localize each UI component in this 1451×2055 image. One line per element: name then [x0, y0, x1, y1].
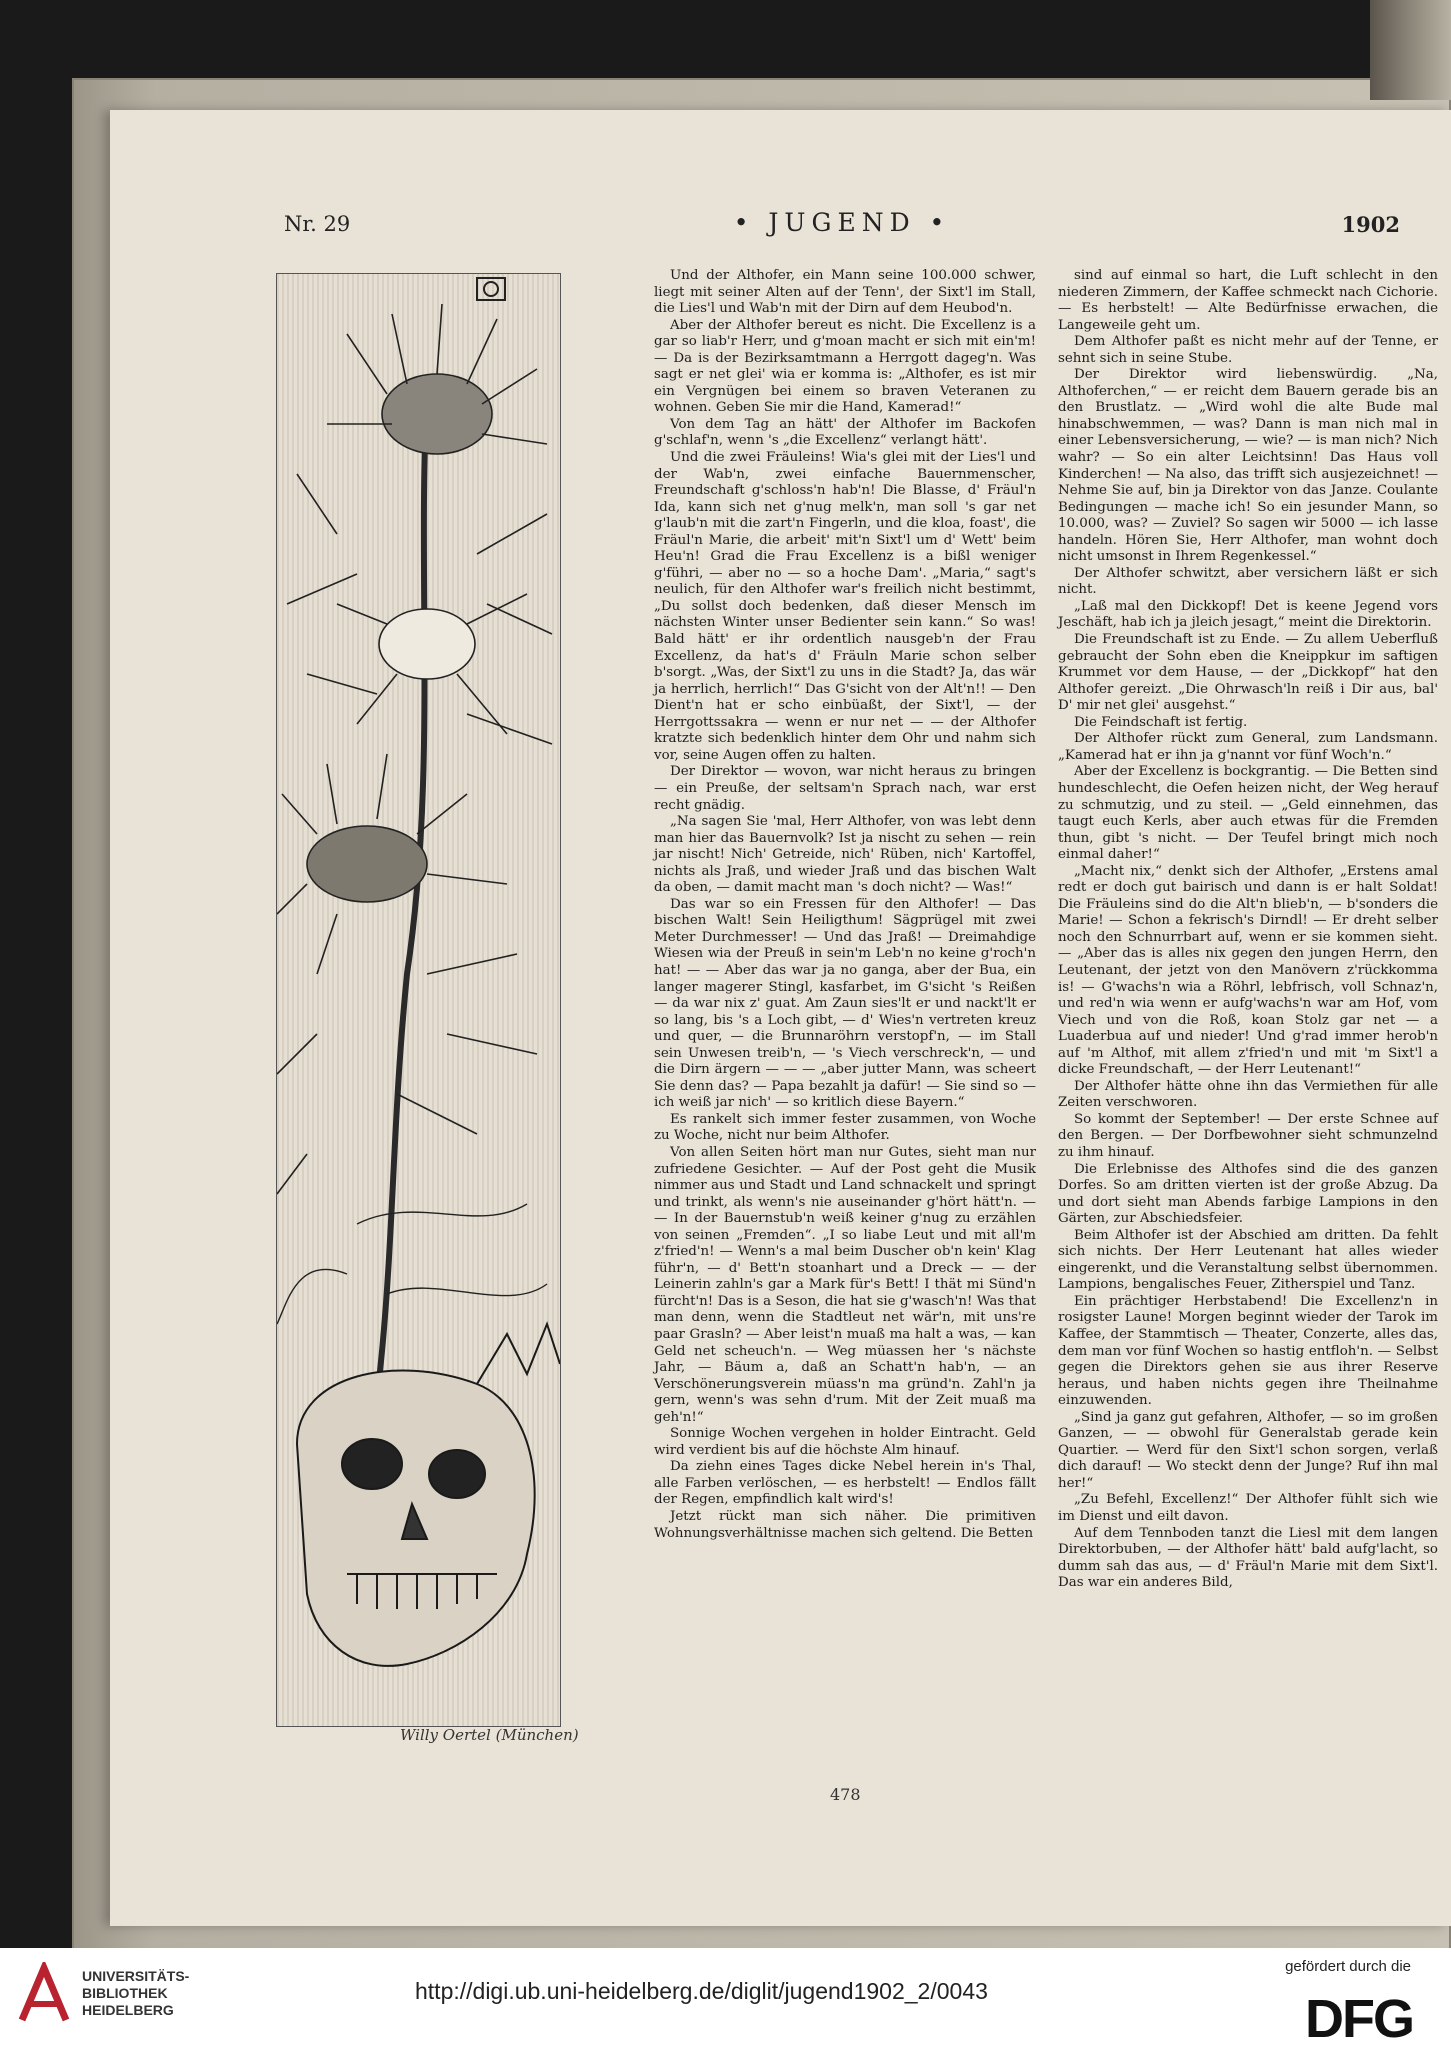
paragraph: Auf dem Tennboden tanzt die Liesl mit dem langen Direktorbuben, — der Althofer hätt' bald aufg'lacht, so dumm sah das aus, — d' Fräul'n Marie mit dem Sixt'l. Das war ein anderes Bild, — [1058, 1525, 1438, 1591]
paragraph: „Zu Befehl, Excellenz!“ Der Althofer fühlt sich wie im Dienst und eilt davon. — [1058, 1492, 1438, 1525]
paragraph: Der Althofer hätte ohne ihn das Vermiethen für alle Zeiten verschworen. — [1058, 1078, 1438, 1111]
paragraph: Der Direktor — wovon, war nicht heraus zu bringen — ein Preuße, der seltsam'n Sprach nach, war erst recht gnädig. — [654, 764, 1036, 813]
paragraph: „Macht nix,“ denkt sich der Althofer, „Erstens amal redt er doch gut bairisch und dann is er halt Soldat! Die Fräuleins sind do die Alt'n blieb'n, — b'sonders die Marie! — Schon a fekrisch's Dirndl! — Er dreht selber noch den Schnurrbart auf, wenn er sie kommen sieht. — „Aber das is alles nix gegen den jungen Herrn, den Leutenant, der jetzt von den Manövern z'rückkomma is! — G'wachs'n wia a Röhrl, lebfrisch, voll Schnaz'n, und red'n wia wenn er aufg'wachs'n war am Hof, vom Viech und von die Roß, koan Stolz gar net — a Luaderbua auf und nieder! Und g'rad immer herob'n auf 'm Althof, mit allem z'fried'n und mit 'm Sixt'l a dicke Freundschaft, — der Herr Leutenant!“ — [1058, 863, 1438, 1078]
paragraph: Aber der Althofer bereut es nicht. Die Excellenz is a gar so liab'r Herr, und g'moan macht er sich mit ein'm! — Da is der Bezirksamtmann a Herrgott dageg'n. Was sagt er net glei' wia er komma is: „Althofer, es ist mir ein Vergnügen bei einem so braven Veteranen zu wohnen. Geben Sie mir die Hand, Kamerad!“ — [654, 317, 1036, 416]
paragraph: Ein prächtiger Herbstabend! Die Excellenz'n in rosigster Laune! Morgen beginnt wieder der Tarok im Kaffee, der Stammtisch — Theater, Conzerte, alles das, dem man vor fünf Wochen so hastig entfloh'n. — Selbst gegen die Direktors gehen sie aus ihrer Reserve heraus, und haben nichts gegen ihre Theilnahme einzuwenden. — [1058, 1293, 1438, 1409]
permalink[interactable]: http://digi.ub.uni-heidelberg.de/diglit/jugend1902_2/0043 — [415, 1978, 988, 2004]
paragraph: sind auf einmal so hart, die Luft schlecht in den niederen Zimmern, der Kaffee schmeckt nach Cichorie. — Es herbstelt! — Alte Bedürfnisse erwachen, die Langeweile geht um. — [1058, 268, 1438, 333]
paragraph: Die Erlebnisse des Althofes sind die des ganzen Dorfes. So am dritten vierten ist der große Abzug. Da und dort sieht man Abends farbige Lampions in den Gärten, zur Abschiedsfeier. — [1058, 1161, 1438, 1227]
paragraph: „Na sagen Sie 'mal, Herr Althofer, von was lebt denn man hier das Bauernvolk? Ist ja nischt zu sehen — rein jar nischt! Nich' Getreide, nich' Rüben, nich' Kartoffel, nichts als Jraß, und wieder Jraß und das bischen Walt da oben, — damit macht man 's doch nicht? — Was!“ — [654, 814, 1036, 896]
journal-title: • JUGEND • — [733, 208, 951, 237]
paragraph: Aber der Excellenz is bockgrantig. — Die Betten sind hundeschlecht, die Oefen heizen nicht, der Weg herauf zu schmutzig, und zu steil. — „Geld einnehmen, das taugt euch Kerls, aber auch etwas für die Fremden thun, gibt 's nicht. — Der Teufel bringt mich noch einmal daher!“ — [1058, 764, 1438, 863]
dfg-logo[interactable]: DFG — [1305, 1989, 1413, 2049]
paragraph: Der Direktor wird liebenswürdig. „Na, Althoferchen,“ — er reicht dem Bauern gerade bis an den Brustlatz. — „Wird wohl die alte Bude mal hinabschwemmen, — was? Dann is man nich mal in einer Lebensversicherung, — wie? — is man nich? Nich wahr? — So ein alter Leichtsinn! Das Haus voll Kinderchen! — Na also, das trifft sich ausjezeichnet! — Nehme Sie auf, bin ja Direktor von das Janze. Coulante Bedingungen — mache ich! So ein jesunder Mann, so 10.000, was? — Zuviel? So sagen wir 5000 — ich lasse handeln. Hören Sie, Herr Althofer, man wohnt doch nicht umsonst in Ihrem Regenkessel.“ — [1058, 367, 1438, 565]
page-number: 478 — [830, 1785, 861, 1804]
library-logo-icon[interactable] — [14, 1962, 74, 2028]
library-name-line: BIBLIOTHEK — [82, 1985, 168, 2001]
paragraph: Beim Althofer ist der Abschied am dritten. Da fehlt sich nichts. Der Herr Leutenant hat alles wieder eingerenkt, und die Veranstaltung selbst übernommen. Lampions, bengalisches Feuer, Zitherspiel und Tanz. — [1058, 1227, 1438, 1293]
paragraph: Von dem Tag an hätt' der Althofer im Backofen g'schlaf'n, wenn 's „die Excellenz“ verlangt hätt'. — [654, 416, 1036, 449]
paragraph: Dem Althofer paßt es nicht mehr auf der Tenne, er sehnt sich in seine Stube. — [1058, 334, 1438, 366]
year: 1902 — [1341, 212, 1400, 237]
paragraph: Und der Althofer, ein Mann seine 100.000 schwer, liegt mit seiner Alten auf der Tenn', der Sixt'l im Stall, die Lies'l und Wab'n mit der Dirn auf dem Heubod'n. — [654, 268, 1036, 317]
issue-number: Nr. 29 — [284, 212, 351, 236]
book-edge — [1370, 0, 1451, 100]
paragraph: Die Freundschaft ist zu Ende. — Zu allem Ueberfluß gebraucht der Sohn eben die Kneippkur im saftigen Krummet vor dem Hause, — der „Dickkopf“ hat den Althofer gereizt. „Die Ohrwasch'ln reiß i Dir aus, bal' D' mir net glei' ausgehst.“ — [1058, 632, 1438, 714]
paragraph: Das war so ein Fressen für den Althofer! — Das bischen Walt! Sein Heiligthum! Sägprügel mit zwei Meter Durchmesser! — Und das Jraß! — Dreimahdige Wiesen wia der Preuß in sein'm Leb'n no keine g'roch'n hat! — — Aber das war ja no ganga, aber der Bua, ein langer magerer Stingl, kasfarbet, im G'sicht 's Reißen — da war nix z' guat. Am Zaun sies'lt er und nackt'lt er so lang, bis 's a Loch gibt, — d' Wies'n vertreten kreuz und quer, — die Brunnaröhrn verstopf'n, — im Stall sein Unwesen treib'n, — 's Viech verschreck'n, — und die Dirn ärgern — — — „aber jutter Mann, was scheert Sie denn das? — Papa bezahlt ja dafür! — Sie sind so — ich weiß jar nich' — so kritlich diese Bayern.“ — [654, 896, 1036, 1111]
paragraph: „Sind ja ganz gut gefahren, Althofer, — so im großen Ganzen, — — obwohl für Generalstab gerade kein Quartier. — Werd für den Sixt'l schon sorgen, verlaß dich darauf! — Wo steckt denn der Junge? Ruf ihn mal her!“ — [1058, 1409, 1438, 1491]
paragraph: So kommt der September! — Der erste Schnee auf den Bergen. — Der Dorfbewohner sieht schmunzelnd zu ihm hinauf. — [1058, 1111, 1438, 1160]
library-name[interactable] — [82, 1968, 189, 2019]
text-column-right — [1058, 268, 1438, 1592]
paragraph: Und die zwei Fräuleins! Wia's glei mit der Lies'l und der Wab'n, zwei einfache Bauernmenscher, Freundschaft g'schloss'n hab'n! Die Blasse, d' Fräul'n Ida, kann sich net g'nug melk'n, man soll 's gar net g'laub'n mit die zart'n Fingerln, und die kloa, foast', die Fräul'n Marie, die arbeit' mit'n Sixt'l um d' Wett' beim Heu'n! Grad die Frau Excellenz is a bißl weniger g'führi, — aber no — so a hoche Dam'. „Maria,“ sagt's neulich, für den Althofer war's freilich nicht bestimmt, „Du sollst doch bedenken, daß dieser Mensch im nächsten Winter unser Bedienter sein kann.“ So was! Bald hätt' er ihr ordentlich nausgeb'n der Frau Excellenz, da hat's d' Fräuln Marie schon selber b'sorgt. „Was, der Sixt'l zu uns in die Stadt? Ja, das wär ja herrlich, herrlich!“ Das G'sicht von der Alt'n!! — Den Dient'n hat er scho einbüaßt, der Sixt'l, — der Herrgottssakra — wenn er nur net — — der Althofer kratzte sich bedenklich hinter dem Ohr und nahm sich vor, seine Augen offen zu halten. — [654, 450, 1036, 763]
paragraph: Die Feindschaft ist fertig. — [1074, 714, 1248, 730]
paragraph: Da ziehn eines Tages dicke Nebel herein in's Thal, alle Farben verlöschen, — es herbstelt! — Endlos fällt der Regen, empfindlich kalt wird's! — [654, 1459, 1036, 1508]
page-header — [284, 210, 1400, 244]
paragraph: Der Althofer schwitzt, aber versichern läßt er sich nicht. — [1058, 565, 1438, 598]
paragraph: Sonnige Wochen vergehen in holder Eintracht. Geld wird verdient bis auf die höchste Alm hinauf. — [654, 1426, 1036, 1458]
funded-by-label: gefördert durch die — [1285, 1958, 1411, 1975]
paragraph: Der Althofer rückt zum General, zum Landsmann. „Kamerad hat er ihn ja g'nannt vor fünf Woch'n.“ — [1058, 731, 1438, 763]
illustration-drawing — [277, 274, 560, 1726]
viewer-footer — [0, 1948, 1451, 2055]
paragraph: Jetzt rückt man sich näher. Die primitiven Wohnungsverhältnisse machen sich geltend. Die Betten — [654, 1509, 1036, 1541]
illustration-credit: Willy Oertel (München) — [400, 1726, 579, 1744]
paragraph: Von allen Seiten hört man nur Gutes, sieht man nur zufriedene Gesichter. — Auf der Post geht die Musik nimmer aus und Stadt und Land schnackelt und springt und trinkt, als wenn's nie auseinander g'hört hätt'n. — — In der Bauernstub'n weiß keiner g'nug zu erzählen von seinen „Fremden“. „I so liabe Leut und mit all'm z'fried'n! — Wenn's a mal beim Duscher ob'n kein' Klag führ'n, — d' Bett'n stoanhart und a Dreck — — der Leinerin zahln's gar a Mark für's Bett! I thät mi Sünd'n fürcht'n! Das is a Seson, die hat sie g'wasch'n! Was that man denn, wenn die Stadtleut net wär'n, mit uns're paar Grasln? — Aber leist'n muaß ma halt a was, — kan Geld net scheuch'n. — Weg müassen her 's nächste Jahr, — Bäum a, daß an Schatt'n hab'n, — an Verschönerungsverein müass'n ma gründ'n. Zahl'n ja gern, wenn's was sehn d'rum. Mit der Zeit muaß ma geh'n!“ — [654, 1144, 1036, 1425]
thistle-skull-illustration — [276, 273, 561, 1727]
paragraph: „Laß mal den Dickkopf! Det is keene Jegend vors Jeschäft, hab ich ja jleich jesagt,“ meint die Direktorin. — [1058, 598, 1438, 631]
paragraph: Es rankelt sich immer fester zusammen, von Woche zu Woche, nicht nur beim Althofer. — [654, 1111, 1036, 1144]
library-name-line: HEIDELBERG — [82, 2002, 174, 2018]
library-name-line: UNIVERSITÄTS- — [82, 1968, 190, 1984]
text-column-left — [654, 268, 1036, 1542]
